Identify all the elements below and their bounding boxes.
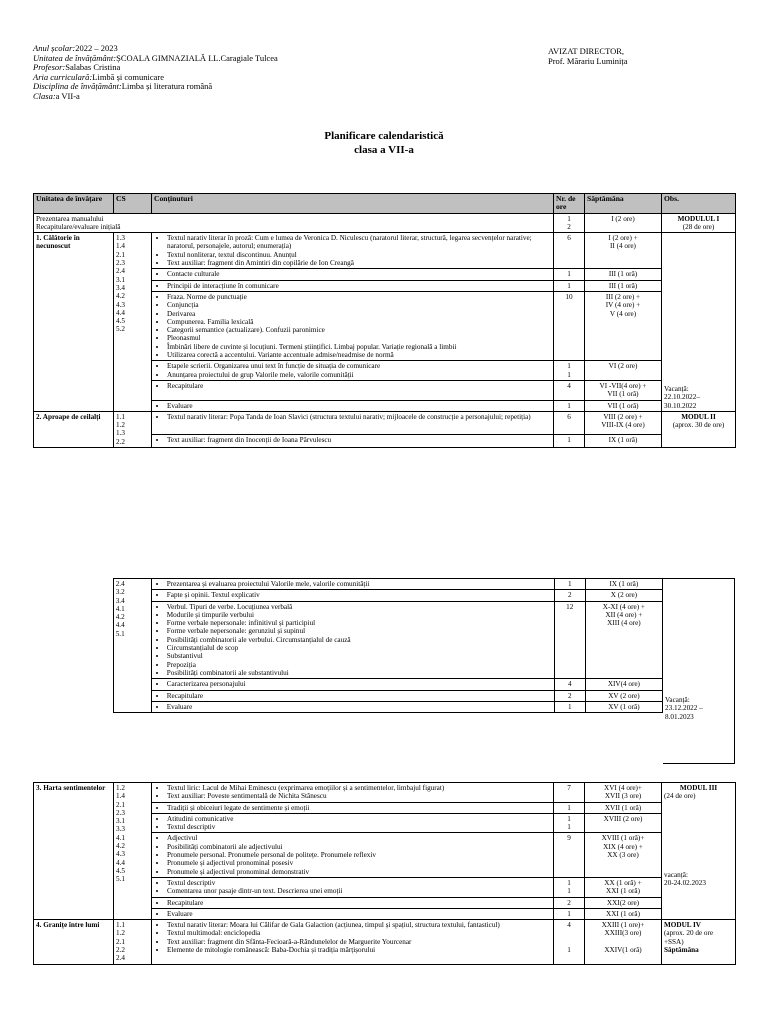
hours-cell: 1 [554, 434, 585, 447]
table-row [34, 411, 736, 434]
content-item: • Textul narativ literar: Popa Tanda de Ioan Slavici (structura textului narativ; mijloacele de construcție a personajului; repetiția) [167, 413, 551, 421]
week-cell: X (2 ore) [585, 590, 662, 601]
content-cell [152, 380, 554, 400]
module-label: MODUL III [679, 784, 718, 792]
content-cell [152, 233, 554, 269]
content-item: • Recapitulare [167, 899, 551, 907]
content-item: • Tradiții și obiceiuri legate de sentimente și emoții [167, 804, 551, 812]
content-cell [151, 579, 554, 590]
content-item: • Compunerea. Familia lexicală [167, 318, 551, 326]
unit-2-rows [34, 411, 736, 447]
week-cell: III (2 ore) + IV (4 ore) + V (4 ore) [585, 291, 662, 360]
document-header [33, 44, 453, 102]
content-item: • Prepoziția [167, 661, 552, 669]
content-item: • Elemente de mitologie românească: Baba-Dochia și tradiția mărțișorului [167, 946, 551, 954]
cs-cell: 1.1 1.2 1.3 2.2 [114, 411, 152, 447]
week-cell: XIV(4 ore) [585, 679, 662, 690]
content-item: • Evaluare [167, 910, 551, 918]
header-line-discipline: Disciplina de învățământ:Limba și literatura română [33, 81, 213, 92]
hours-cell: 1 [554, 701, 585, 712]
vacation-note: Vacanță: 23.12.2022 – 8.01.2023 [663, 578, 735, 764]
content-item: • Evaluare [167, 402, 551, 410]
content-cell [152, 908, 554, 919]
week-cell: VII (1 oră) [585, 400, 662, 411]
unit-4-rows [34, 920, 736, 964]
hours-cell: 1 1 [554, 813, 585, 833]
content-cell [152, 291, 554, 360]
column-header: Obs. [662, 194, 736, 214]
content-item: • Atitudini comunicative [167, 815, 551, 823]
table-row [34, 213, 736, 223]
content-item: • Text auxiliar: fragment din Amintiri din copilărie de Ion Creangă [167, 259, 551, 267]
content-cell [152, 400, 554, 411]
content-item: • Forme verbale nepersonale: infinitivul și participiul [167, 619, 552, 627]
hours-cell: 1 1 [554, 877, 585, 897]
week-cell: XVIII (2 ore) [585, 813, 662, 833]
approval-title: AVIZAT DIRECTOR, [548, 46, 625, 56]
content-item: • Posibilități combinatorii ale verbului. Circumstanțialul de cauză [167, 636, 552, 644]
content-item: • Principii de interacțiune în comunicare [167, 282, 551, 290]
column-header: Săptămâna [585, 194, 662, 214]
week-cell: VI (2 ore) [585, 361, 662, 381]
week-cell: X-XI (4 ore) + XII (4 ore) + XIII (4 ore) [585, 601, 662, 679]
content-cell [152, 813, 554, 833]
hours-cell: 1 [554, 802, 585, 813]
week-cell: IX (1 oră) [585, 434, 662, 447]
week-cell: III (1 oră) [585, 280, 662, 291]
content-item: • Etapele scrierii. Organizarea unui text în funcție de situația de comunicare [167, 362, 551, 370]
approval-name: Prof. Mărariu Luminița [548, 56, 628, 66]
content-item: • Substantivul [167, 652, 552, 660]
content-cell [152, 897, 554, 908]
table-row [34, 783, 736, 803]
content-item: • Text auxiliar: fragment din Inocenții de Ioana Pârvulescu [167, 436, 551, 444]
week-cell [585, 223, 662, 233]
content-item: • Fraza. Norme de punctuație [167, 293, 551, 301]
content-item: • Textul nonliterar, textul discontinuu. Anunțul [167, 251, 551, 259]
cs-cell: 1.3 1.4 2.1 2.3 2.4 3.1 3.4 4.2 4.3 4.4 4.5 5.2 [114, 233, 152, 412]
vacation-note: Vacanță: 22.10.2022– 30.10.2022 [662, 233, 736, 412]
page-title: Planificare calendaristică [324, 130, 444, 142]
module-extra: Săptămâna [664, 946, 699, 955]
week-cell: I (2 ore) [585, 213, 662, 223]
week-cell: IX (1 oră) [585, 579, 662, 590]
week-cell: XXI(2 ore) [585, 897, 662, 908]
cs-cell: 1.1 1.2 2.1 2.2 2.4 [114, 920, 152, 964]
week-cell: VI -VII(4 ore) + VII (1 oră) [585, 380, 662, 400]
week-cell: I (2 ore) + II (4 ore) [585, 233, 662, 269]
column-header: Nr. de ore [554, 194, 585, 214]
content-cell [151, 679, 554, 690]
content-cell [152, 802, 554, 813]
table-row [33, 579, 663, 590]
hours-cell: 4 [554, 679, 585, 690]
content-item: • Verbul. Tipuri de verbe. Locuțiunea verbală [167, 603, 552, 611]
content-cell [152, 783, 554, 803]
content-cell [151, 601, 554, 679]
content-cell [152, 269, 554, 280]
approval-block [548, 46, 628, 66]
content-item: • Forme verbale nepersonale: gerunziul și supinul [167, 627, 552, 635]
content-item: • Text auxiliar: Poveste sentimentală de Nichita Stănescu [167, 792, 551, 800]
module-hours: (aprox. 20 de ore +SSA) [664, 929, 714, 946]
module-info [662, 783, 736, 920]
week-cell: VIII (2 ore) + VIII-IX (4 ore) [585, 411, 662, 434]
content-item: • Derivarea [167, 310, 551, 318]
unit-3-rows [34, 783, 736, 920]
module-hours: (28 de ore) [662, 223, 736, 233]
content-item: • Textul liric: Lacul de Mihai Eminescu (exprimarea emoțiilor și a sentimentelor, limbajul figurat) [167, 784, 551, 792]
hours-cell: 1 [554, 579, 585, 590]
cs-cell: 1.2 1.4 2.1 2.3 3.1 3.3 4.1 4.2 4.3 4.4 4.5 5.1 [114, 783, 152, 920]
unit-2-continued-rows [33, 579, 663, 713]
hours-cell: 4 [554, 380, 585, 400]
cs-cell: 2.4 3.2 3.4 4.1 4.2 4.4 5.1 [113, 579, 151, 713]
header-line-class: Clasa:a VII-a [33, 90, 80, 101]
table-row [34, 233, 736, 269]
content-cell [152, 361, 554, 381]
hours-cell: 1 [554, 280, 585, 291]
content-cell [152, 434, 554, 447]
content-item: • Textul descriptiv [167, 823, 551, 831]
content-item: • Prezentarea și evaluarea proiectului Valorile mele, valorile comunității [167, 580, 552, 588]
content-item: • Pleonasmul [167, 334, 551, 342]
hours-cell: 1 1 [554, 361, 585, 381]
week-cell: III (1 oră) [585, 269, 662, 280]
hours-cell: 4 1 [554, 920, 585, 964]
content-item: • Evaluare [167, 703, 552, 711]
table-header-row [34, 194, 736, 214]
header-line-teacher: Profesor:Salabas Cristina [33, 62, 121, 73]
module-label: MODUL IV [664, 921, 701, 930]
hours-cell: 2 [554, 897, 585, 908]
hours-cell: 10 [554, 291, 585, 360]
hours-cell: 9 [554, 833, 585, 877]
week-cell: XXI (1 oră) [585, 908, 662, 919]
content-item: • Fapte și opinii. Textul explicativ [167, 591, 552, 599]
content-item: • Caracterizarea personajului [167, 680, 552, 688]
content-item: • Pronumele și adjectivul pronominal posesiv [167, 859, 551, 867]
content-cell [152, 833, 554, 877]
unit-cell: Recapitulare/evaluare inițială [34, 223, 554, 233]
content-item: • Textul descriptiv [167, 879, 551, 887]
content-item: • Pronumele personal. Pronumele personal de politețe. Pronumele reflexiv [167, 851, 551, 859]
content-item: • Text auxiliar: fragment din Sfânta-Fecioară-a-Rândunelelor de Marguerite Yourcenar [167, 938, 551, 946]
planning-table-part3 [33, 782, 736, 965]
header-line-school-year: Anul școlar:2022 – 2023 [33, 43, 118, 53]
unit-cell: Prezentarea manualului [34, 213, 554, 223]
content-cell [151, 701, 554, 712]
content-item: • Utilizarea corectă a accentului. Variante accentuale admise/neadmise de normă [167, 351, 551, 359]
content-item: • Comentarea unor pasaje dintr-un text. Descrierea unei emoții [167, 887, 551, 895]
content-item: • Adjectivul [167, 834, 551, 842]
content-cell [152, 411, 554, 434]
content-item: • Posibilități combinatorii ale substantivului [167, 669, 552, 677]
week-cell: XVII (1 oră) [585, 802, 662, 813]
unit-name-cell: 3. Harta sentimentelor [34, 783, 114, 920]
column-header: Unitatea de învățare [34, 194, 114, 214]
content-item: • Recapitulare [167, 382, 551, 390]
content-cell [152, 920, 554, 964]
hours-cell: 6 [554, 233, 585, 269]
unit-1-rows [34, 233, 736, 412]
content-cell [152, 877, 554, 897]
table-row [34, 223, 736, 233]
module-hours: (24 de ore) [664, 792, 696, 801]
week-cell: XV (1 oră) [585, 701, 662, 712]
page-subtitle: clasa a VII-a [354, 144, 414, 156]
hours-cell: 2 [554, 690, 585, 701]
hours-cell: 1 [554, 269, 585, 280]
hours-cell: 2 [554, 590, 585, 601]
planning-table-part1 [33, 193, 736, 448]
module-label: MODULUL I [662, 213, 736, 223]
header-line-area: Aria curriculară:Limbă și comunicare [33, 71, 165, 82]
content-item: • Contacte culturale [167, 270, 551, 278]
hours-cell: 1 [554, 908, 585, 919]
module-info [662, 920, 736, 964]
week-cell: XXIII (1 ore)+ XXIII(3 ore) XXIV(1 oră) [585, 920, 662, 964]
unit-name-cell: 2. Aproape de ceilalți [34, 411, 114, 447]
hours-cell: 7 [554, 783, 585, 803]
content-item: • Pronumele și adjectivul pronominal demonstrativ [167, 868, 551, 876]
vacation-note: vacanță: 20-24.02.2023 [664, 870, 706, 887]
content-item: • Anunțarea proiectului de grup Valorile mele, valorile comunității [167, 371, 551, 379]
content-cell [151, 690, 554, 701]
week-cell: XX (1 oră) + XXI (1 oră) [585, 877, 662, 897]
week-cell: XVIII (1 oră)+ XIX (4 ore) + XX (3 ore) [585, 833, 662, 877]
hours-cell: 1 [554, 213, 585, 223]
content-item: • Conjuncția [167, 301, 551, 309]
hours-cell: 1 [554, 400, 585, 411]
content-cell [151, 590, 554, 601]
week-cell: XVI (4 ore)+ XVII (3 ore) [585, 783, 662, 803]
content-item: • Recapitulare [167, 692, 552, 700]
content-item: • Textul multimodal: enciclopedia [167, 929, 551, 937]
module-label: MODUL II (aprox. 30 de ore) [662, 411, 736, 447]
week-cell: XV (2 ore) [585, 690, 662, 701]
content-item: • Categorii semantice (actualizare). Confuzii paronimice [167, 326, 551, 334]
content-item: • Îmbinări libere de cuvinte și locuțiuni. Termeni științifici. Limbaj popular. Variație regională a limbii [167, 343, 551, 351]
unit-name-cell: 1. Călătorie în necunoscut [34, 233, 114, 412]
column-header: CS [114, 194, 152, 214]
content-cell [152, 280, 554, 291]
unit-name-cell [33, 579, 113, 713]
hours-cell: 12 [554, 601, 585, 679]
column-header: Conținuturi [152, 194, 554, 214]
content-item: • Modurile și timpurile verbului [167, 611, 552, 619]
hours-cell: 6 [554, 411, 585, 434]
content-item: • Posibilități combinatorii ale adjectivului [167, 843, 551, 851]
header-line-school: Unitatea de învățământ:ȘCOALA GIMNAZIALĂ I.L.Caragiale Tulcea [33, 52, 278, 63]
planning-table-part2 [33, 578, 663, 713]
content-item: • Textul narativ literar: Moara lui Călifar de Gala Galaction (acțiunea, timpul și spațiul, structura textului, fantasticul) [167, 921, 551, 929]
hours-cell: 2 [554, 223, 585, 233]
unit-name-cell: 4. Granițe între lumi [34, 920, 114, 964]
content-item: • Textul narativ literar în proză: Cum e lumea de Veronica D. Niculescu (naratorul literar, structură, legarea secvențelor narative; naratorul, personajele, autorul; enumerația) [167, 234, 551, 251]
table-row [34, 920, 736, 964]
content-item: • Circumstanțialul de scop [167, 644, 552, 652]
